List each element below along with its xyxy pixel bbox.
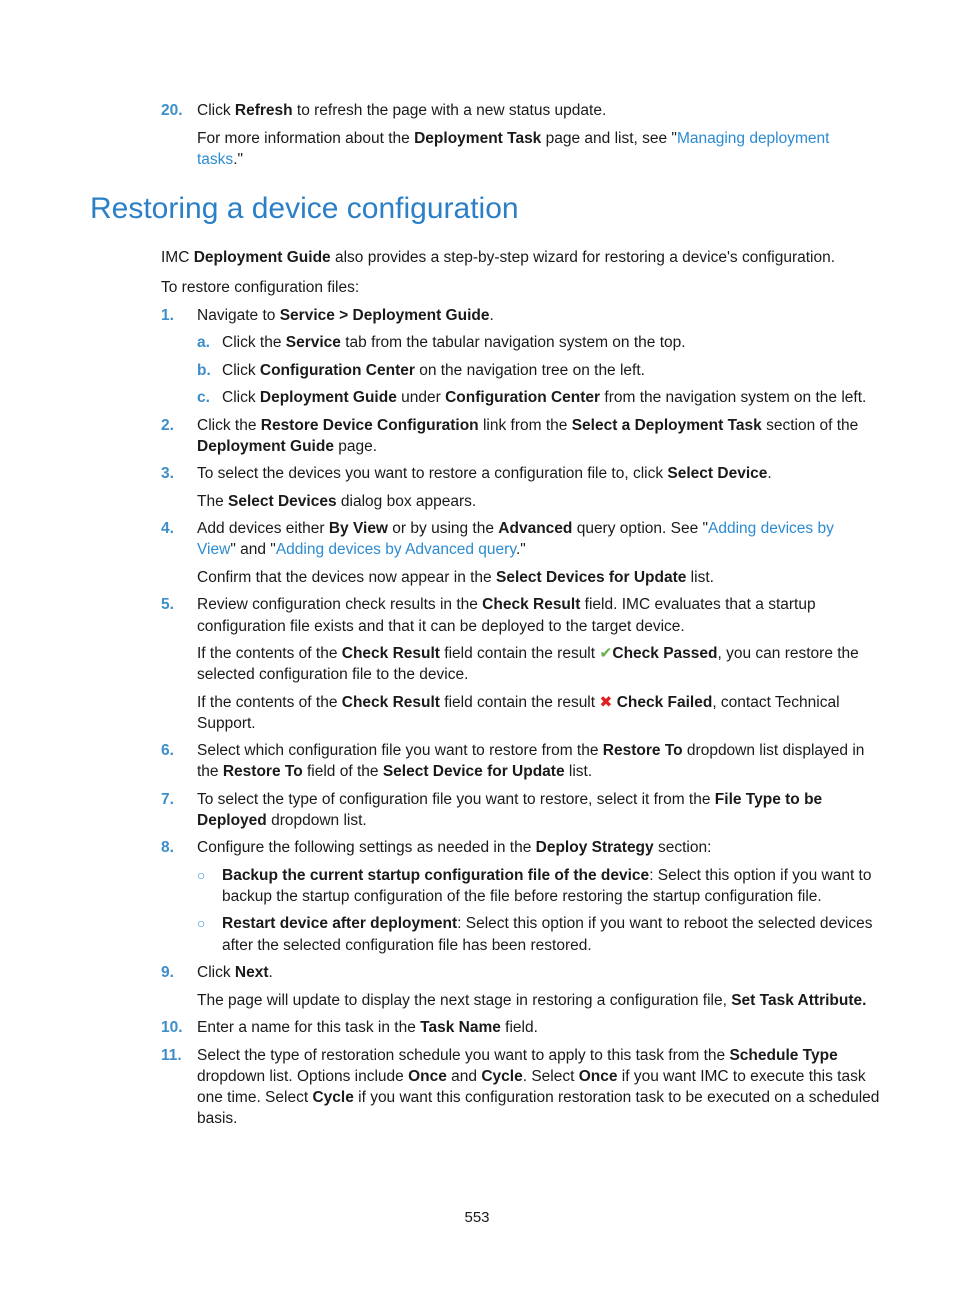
step-2-text: Click the Restore Device Configuration link from the Select a Deployment Task section of the (197, 417, 859, 434)
step-number: 9. (161, 964, 174, 981)
step-4-note: Confirm that the devices now appear in the Select Devices for Update list. (197, 569, 714, 586)
circle-bullet-icon: ○ (197, 867, 206, 883)
circle-bullet-icon: ○ (197, 915, 206, 931)
step-11-text-cont3: basis. (197, 1110, 238, 1127)
substep-label: b. (197, 362, 211, 379)
check-failed-paragraph: If the contents of the Check Result field contain the result ✖ Check Failed, contact Technical (197, 694, 840, 711)
adding-devices-by-view-link-cont[interactable]: View (197, 541, 231, 558)
step-7-text-cont: Deployed dropdown list. (197, 812, 367, 829)
option-backup-text-cont: backup the startup configuration of the file before restoring the startup configuration file. (222, 888, 822, 905)
step-6-text: Select which configuration file you want to restore from the Restore To dropdown list displayed in (197, 742, 865, 759)
step-11-text: Select the type of restoration schedule you want to apply to this task from the Schedule Type (197, 1047, 838, 1064)
page-number: 553 (464, 1209, 490, 1226)
step-4-text-cont: View" and "Adding devices by Advanced query." (197, 541, 526, 558)
step-8-text: Configure the following settings as needed in the Deploy Strategy section: (197, 839, 712, 856)
step-number: 2. (161, 417, 174, 434)
step-number: 20. (161, 102, 183, 119)
more-info-text-cont: tasks." (197, 151, 243, 168)
step-7-text: To select the type of configuration file you want to restore, select it from the File Type to be (197, 791, 823, 808)
step-3-text: To select the devices you want to restore a configuration file to, click Select Device. (197, 465, 772, 482)
intro-paragraph: IMC Deployment Guide also provides a step-by-step wizard for restoring a device's configuration. (161, 249, 836, 266)
more-info-text: For more information about the Deployment Task page and list, see "Managing deployment (197, 130, 830, 147)
step-10-text: Enter a name for this task in the Task Name field. (197, 1019, 538, 1036)
step-11-text-cont: dropdown list. Options include Once and Cycle. Select Once if you want IMC to execute this task (197, 1068, 866, 1085)
option-restart-text: Restart device after deployment: Select this option if you want to reboot the selected devices (222, 915, 873, 932)
cross-icon: ✖ (599, 694, 613, 711)
substep-label: c. (197, 389, 210, 406)
substep-a-text: Click the Service tab from the tabular navigation system on the top. (222, 334, 686, 351)
check-icon: ✔ (599, 645, 613, 662)
option-restart-text-cont: after the selected configuration file has been restored. (222, 937, 592, 954)
adding-devices-by-view-link[interactable]: Adding devices by (708, 520, 834, 537)
step-number: 1. (161, 307, 174, 324)
step-number: 6. (161, 742, 174, 759)
substep-b-text: Click Configuration Center on the navigation tree on the left. (222, 362, 645, 379)
step-3-note: The Select Devices dialog box appears. (197, 493, 477, 510)
substep-c-text: Click Deployment Guide under Configuration Center from the navigation system on the left. (222, 389, 867, 406)
step-5-text-cont: configuration file exists and that it can be deployed to the target device. (197, 618, 685, 635)
step-20-text: Click Refresh to refresh the page with a new status update. (197, 102, 607, 119)
section-title: Restoring a device configuration (90, 192, 519, 225)
step-11-text-cont2: one time. Select Cycle if you want this configuration restoration task to be executed on a scheduled (197, 1089, 880, 1106)
step-number: 4. (161, 520, 174, 537)
step-6-text-cont: the Restore To field of the Select Device for Update list. (197, 763, 593, 780)
step-9-note: The page will update to display the next stage in restoring a configuration file, Set Task Attribute. (197, 992, 867, 1009)
step-number: 10. (161, 1019, 183, 1036)
intro-lead: To restore configuration files: (161, 279, 360, 296)
step-number: 7. (161, 791, 174, 808)
managing-deployment-link-cont[interactable]: tasks (197, 151, 234, 168)
substep-label: a. (197, 334, 210, 351)
step-5-text: Review configuration check results in the Check Result field. IMC evaluates that a startup (197, 596, 816, 613)
step-4-text: Add devices either By View or by using the Advanced query option. See "Adding devices by (197, 520, 834, 537)
step-1-text: Navigate to Service > Deployment Guide. (197, 307, 494, 324)
step-number: 11. (161, 1047, 182, 1064)
step-number: 3. (161, 465, 174, 482)
step-2-text-cont: Deployment Guide page. (197, 438, 378, 455)
step-number: 5. (161, 596, 174, 613)
managing-deployment-link[interactable]: Managing deployment (676, 130, 830, 147)
option-backup-text: Backup the current startup configuration file of the device: Select this option if you want to (222, 867, 872, 884)
check-failed-paragraph-cont: Support. (197, 715, 256, 732)
adding-devices-by-advanced-query-link[interactable]: Adding devices by Advanced query (275, 541, 516, 558)
check-passed-paragraph: If the contents of the Check Result field contain the result ✔Check Passed, you can restore the (197, 645, 859, 662)
check-passed-paragraph-cont: selected configuration file to the device. (197, 666, 469, 683)
step-9-text: Click Next. (197, 964, 273, 981)
step-number: 8. (161, 839, 174, 856)
